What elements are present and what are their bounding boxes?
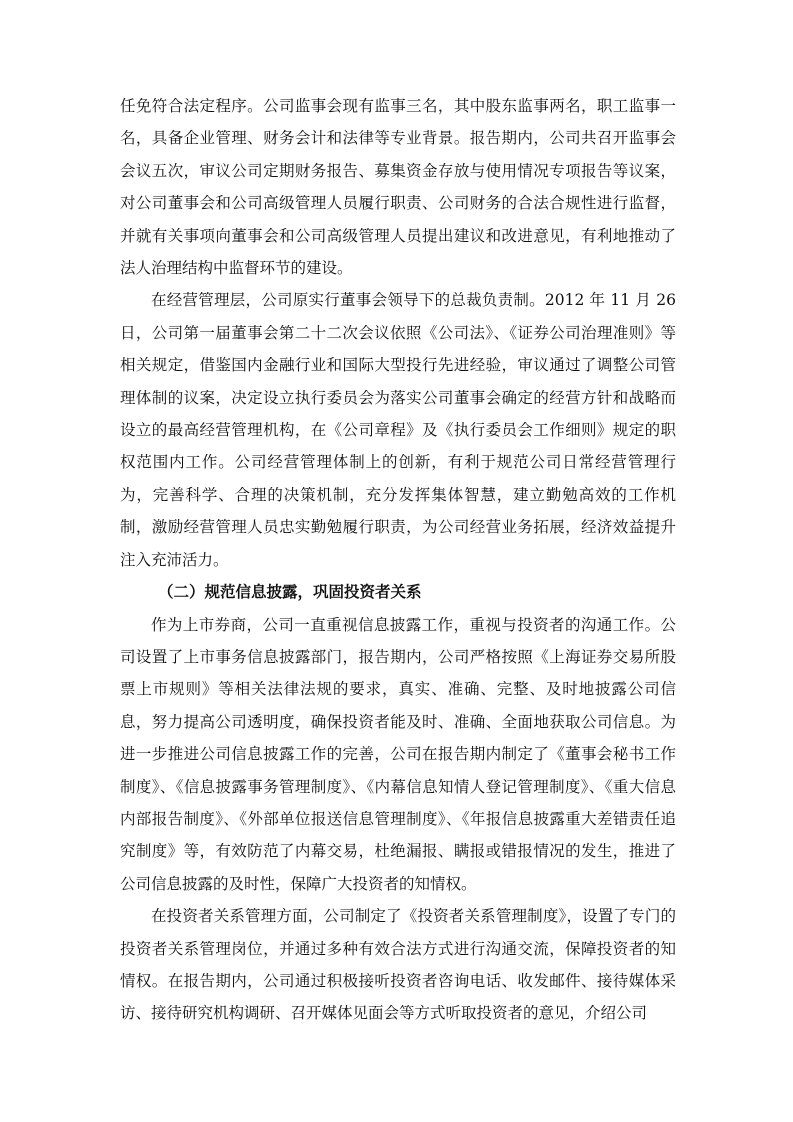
document-page bbox=[120, 90, 676, 1030]
paragraph-supervisory-board: 任免符合法定程序。公司监事会现有监事三名，其中股东监事两名，职工监事一名，具备企业管理、财务会计和法律等专业背景。报告期内，公司共召开监事会会议五次，审议公司定期财务报告、募集资金存放与使用情况专项报告等议案，对公司董事会和公司高级管理人员履行职责、公司财务的合法合规性进行监督，并就有关事项向董事会和公司高级管理人员提出建议和改进意见，有利地推动了法人治理结构中监督环节的建设。 bbox=[120, 97, 676, 278]
paragraph-investor-relations: 在投资者关系管理方面，公司制定了《投资者关系管理制度》，设置了专门的投资者关系管理岗位，并通过多种有效合法方式进行沟通交流，保障投资者的知情权。在报告期内，公司通过积极接听投资者咨询电话、收发邮件、接待媒体采访、接待研究机构调研、召开媒体见面会等方式听取投资者的意见，介绍公司 bbox=[120, 907, 676, 1023]
section-heading: （二）规范信息披露，巩固投资者关系 bbox=[158, 583, 422, 602]
paragraph-information-disclosure: 作为上市券商，公司一直重视信息披露工作，重视与投资者的沟通工作。公司设置了上市事务信息披露部门，报告期内，公司严格按照《上海证券交易所股票上市规则》等相关法律法规的要求，真实、准确、完整、及时地披露公司信息，努力提高公司透明度，确保投资者能及时、准确、全面地获取公司信息。为进一步推进公司信息披露工作的完善，公司在报告期内制定了《董事会秘书工作制度》、《信息披露事务管理制度》、《内幕信息知情人登记管理制度》、《重大信息内部报告制度》、《外部单位报送信息管理制度》、《年报信息披露重大差错责任追究制度》等，有效防范了内幕交易，杜绝漏报、瞒报或错报情况的发生，推进了公司信息披露的及时性，保障广大投资者的知情权。 bbox=[120, 615, 676, 893]
paragraph-management: 在经营管理层，公司原实行董事会领导下的总裁负责制。2012 年 11 月 26 日，公司第一届董事会第二十二次会议依照《公司法》、《证券公司治理准则》等相关规定，借鉴国内金融行业和国际大型投行先进经验，审议通过了调整公司管理体制的议案，决定设立执行委员会为落实公司董事会确定的经营方针和战略而设立的最高经营管理机构，在《公司章程》及《执行委员会工作细则》规定的职权范围内工作。公司经营管理体制上的创新，有利于规范公司日常经营管理行为，完善科学、合理的决策机制，充分发挥集体智慧，建立勤勉高效的工作机制，激励经营管理人员忠实勤勉履行职责，为公司经营业务拓展，经济效益提升注入充沛活力。 bbox=[120, 291, 676, 569]
